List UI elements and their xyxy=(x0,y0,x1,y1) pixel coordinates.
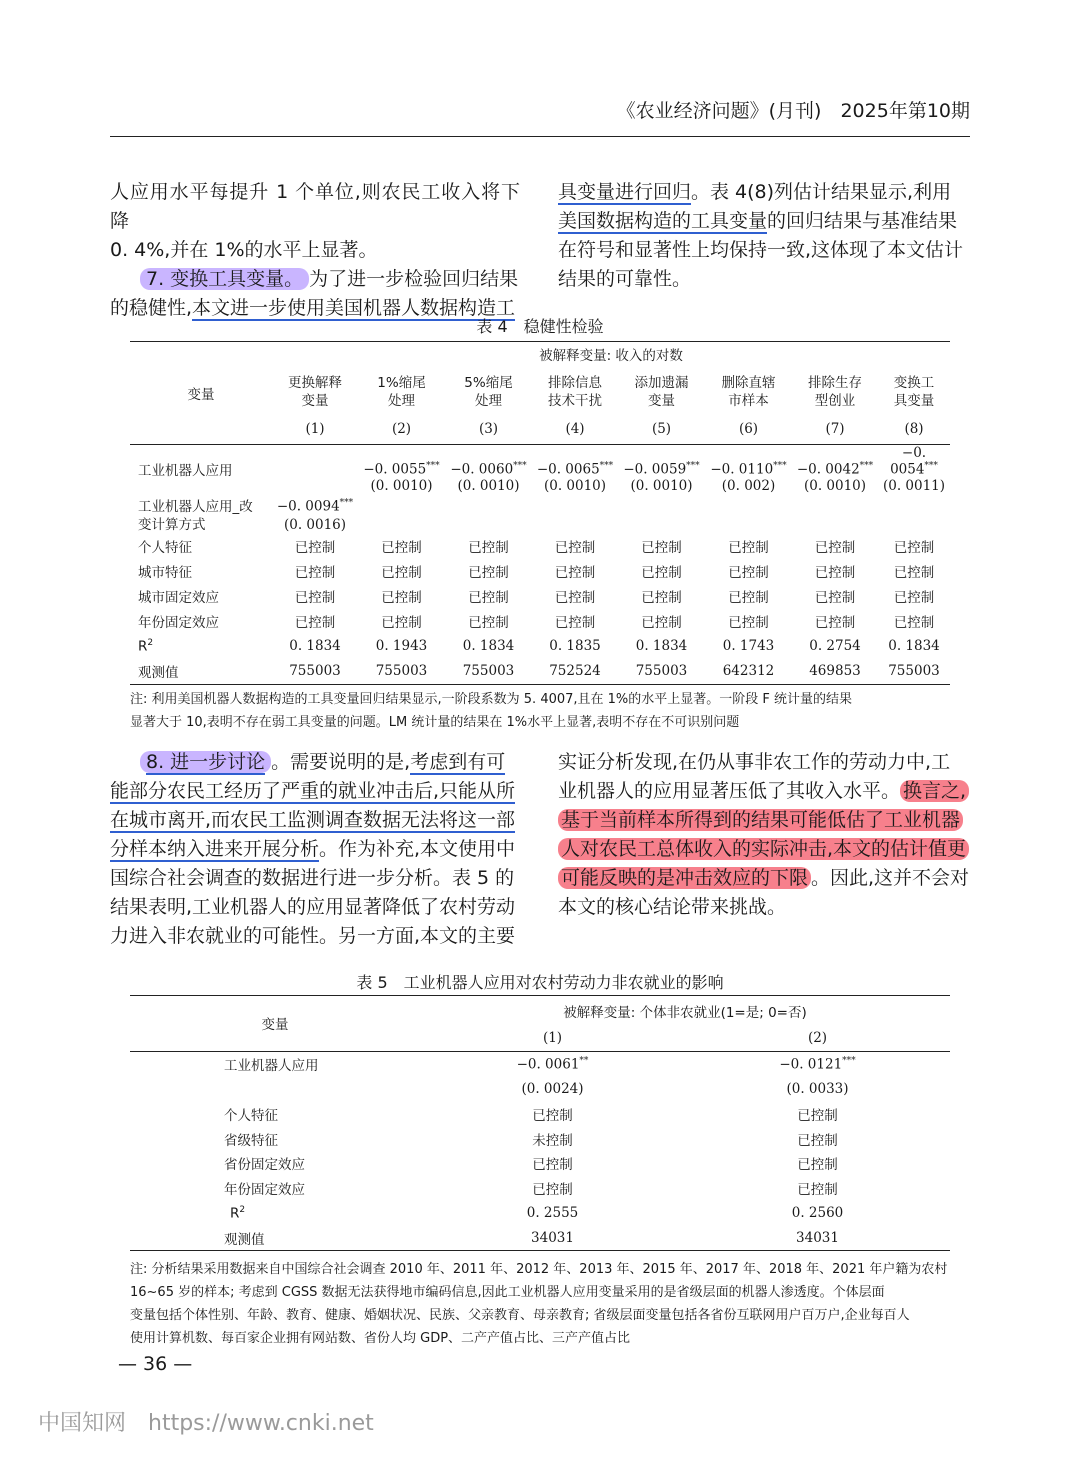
dependent-variable-header: 被解释变量: 个体非农就业(1=是; 0=否) xyxy=(563,1005,807,1021)
column-title-line: 添加遗漏 xyxy=(634,375,689,391)
column-title-line: 变量 xyxy=(648,393,675,409)
row-label: 城市固定效应 xyxy=(138,590,219,606)
coefficient: −0. 0060 xyxy=(450,461,514,478)
row-label: 个人特征 xyxy=(138,540,192,556)
coefficient: −0. 0054 xyxy=(890,445,927,478)
observations-value: 755003 xyxy=(462,663,515,679)
text-span: 。表 4(8)列估计结果显示,利用 xyxy=(691,181,952,203)
table-5-caption: 表 5 工业机器人应用对农村劳动力非农就业的影响 xyxy=(356,973,724,992)
text-line xyxy=(558,777,970,806)
column-title-line: 排除生存 xyxy=(808,375,862,391)
controlled-cell: 已控制 xyxy=(641,615,682,631)
column-title-line: 市样本 xyxy=(728,393,769,409)
note-line: 注: 利用美国机器人数据构造的工具变量回归结果显示,一阶段系数为 5. 4007,且在 1%的水平上显著。一阶段 F 统计量的结果 xyxy=(130,692,853,707)
text-line xyxy=(558,207,970,236)
text-line xyxy=(110,748,520,777)
column-header-variable: 变量 xyxy=(187,387,215,403)
observations-value: 755003 xyxy=(635,663,688,679)
text-line xyxy=(558,864,970,893)
r2-value: 0. 1743 xyxy=(722,638,775,654)
standard-error: (0. 0033) xyxy=(786,1080,849,1097)
significance-stars: *** xyxy=(842,1055,856,1066)
underlined-text: 具变量进行回归 xyxy=(558,181,692,203)
row-label-alt-robot xyxy=(130,494,272,534)
row-label-robot: 工业机器人应用 xyxy=(224,1058,319,1075)
coef-cell xyxy=(705,445,792,478)
column-title xyxy=(272,370,358,414)
cnki-watermark[interactable]: 中国知网 https://www.cnki.net xyxy=(38,1411,374,1436)
controlled-cell: 已控制 xyxy=(893,565,935,581)
control-cell: 已控制 xyxy=(797,1107,838,1124)
control-cell: 已控制 xyxy=(532,1107,573,1124)
text-span: 。需要说明的是, xyxy=(271,751,411,773)
significance-stars: *** xyxy=(773,461,787,471)
column-title-line: 变换工 xyxy=(893,375,935,391)
r2-value: 0. 2555 xyxy=(526,1204,579,1221)
underlined-text: 美国数据构造的工具变量 xyxy=(558,210,768,232)
observations-value: 755003 xyxy=(888,663,940,679)
row-label: 城市特征 xyxy=(138,565,192,581)
left-paragraph-2 xyxy=(110,748,520,951)
controlled-cell: 已控制 xyxy=(381,590,422,606)
column-header-variable: 变量 xyxy=(261,1017,289,1034)
note-line: 显著大于 10,表明不存在弱工具变量的问题。LM 统计量的结果在 1%水平上显著,表明不存在不可识别问题 xyxy=(130,715,740,730)
coefficient: −0. 0059 xyxy=(623,461,687,478)
standard-error: (0. 0011) xyxy=(882,477,946,494)
controlled-cell: 已控制 xyxy=(294,590,336,606)
controlled-cell: 已控制 xyxy=(641,590,682,606)
column-title-line: 更换解释 xyxy=(288,375,342,391)
controlled-cell: 已控制 xyxy=(381,615,422,631)
column-number: (5) xyxy=(651,421,672,437)
page-number: — 36 — xyxy=(118,1353,193,1375)
significance-stars: *** xyxy=(599,461,614,471)
row-label: 年份固定效应 xyxy=(138,615,219,631)
coefficient: −0. 0121 xyxy=(779,1056,843,1073)
row-label-r2: $R^2$ xyxy=(230,1204,246,1222)
controlled-cell: 已控制 xyxy=(468,565,509,581)
text-line: 结果的可靠性。 xyxy=(558,268,692,290)
coef-cell xyxy=(618,445,705,478)
coefficient: −0. 0065 xyxy=(536,461,600,478)
note-line: 变量包括个体性别、年龄、教育、健康、婚姻状况、民族、父亲教育、母亲教育; 省级层面变量包括各省份互联网用户百万户,企业每百人 xyxy=(130,1308,910,1323)
column-number: (1) xyxy=(542,1030,563,1047)
row-label-r2: $R^2$ xyxy=(138,637,154,655)
significance-stars: *** xyxy=(859,461,874,471)
highlighted-text: 可能反映的是冲击效应的下限 xyxy=(558,867,811,889)
text-line xyxy=(558,835,970,864)
row-label-robot: 工业机器人应用 xyxy=(138,463,233,480)
section-heading-7: 7. 变换工具变量。 xyxy=(140,268,309,290)
underlined-text: 能部分农民工经历了严重的就业冲击后,只能从所 xyxy=(110,780,516,802)
controlled-cell: 已控制 xyxy=(814,565,856,581)
controlled-cell: 已控制 xyxy=(554,590,596,606)
right-paragraph-1 xyxy=(558,178,970,294)
column-number: (6) xyxy=(738,421,759,437)
controlled-cell: 已控制 xyxy=(728,540,769,556)
text-line xyxy=(110,265,520,294)
text-line xyxy=(558,806,970,835)
alt-coef-cell xyxy=(272,494,358,534)
standard-error: (0. 0024) xyxy=(521,1080,584,1097)
text-line xyxy=(558,178,970,207)
standard-error: (0. 0016) xyxy=(283,516,347,533)
coefficient: −0. 0094 xyxy=(276,498,340,515)
column-title-line: 具变量 xyxy=(893,393,935,409)
note-line: 16~65 岁的样本; 考虑到 CGSS 数据无法获得地市编码信息,因此工业机器人应用变量采用的是省级层面的机器人渗透度。个体层面 xyxy=(130,1285,885,1300)
table-4 xyxy=(130,341,950,685)
text-line: 结果表明,工业机器人的应用显著降低了农村劳动 xyxy=(110,896,516,918)
highlighted-text: 人对农民工总体收入的实际冲击,本文的估计值更 xyxy=(558,838,969,860)
coef-cell xyxy=(445,445,532,478)
r2-value: 0. 1834 xyxy=(462,638,515,654)
underlined-text: 分样本纳入进来开展分析 xyxy=(110,838,320,860)
text-span: 为了进一步检验回归结果 xyxy=(309,268,519,290)
coef-cell xyxy=(878,445,950,478)
column-title xyxy=(792,370,878,414)
r2-value: 0. 1835 xyxy=(549,638,601,654)
column-number: (2) xyxy=(391,421,412,437)
coefficient: −0. 0110 xyxy=(710,461,774,478)
coef-cell xyxy=(420,1051,685,1076)
observations-value: 34031 xyxy=(531,1229,574,1246)
column-number: (2) xyxy=(807,1030,828,1047)
controlled-cell: 已控制 xyxy=(893,540,935,556)
coef-cell xyxy=(792,445,878,478)
column-number: (7) xyxy=(825,421,845,437)
column-title xyxy=(532,370,618,414)
significance-stars: ** xyxy=(579,1055,589,1066)
column-number: (4) xyxy=(565,421,585,437)
controlled-cell: 已控制 xyxy=(641,565,682,581)
row-label: 年份固定效应 xyxy=(224,1182,305,1199)
control-cell: 已控制 xyxy=(797,1182,838,1199)
controlled-cell: 已控制 xyxy=(641,540,682,556)
column-title-line: 5%缩尾 xyxy=(464,375,513,391)
coef-cell xyxy=(358,445,445,478)
column-title-line: 处理 xyxy=(388,393,415,409)
controlled-cell: 已控制 xyxy=(728,615,769,631)
significance-stars: *** xyxy=(686,461,700,471)
coefficient: −0. 0055 xyxy=(363,461,427,478)
coef-cell xyxy=(685,1051,950,1076)
controlled-cell: 已控制 xyxy=(728,590,769,606)
text-line: 在符号和显著性上均保持一致,这体现了本文估计 xyxy=(558,239,964,261)
table-5-note xyxy=(130,1258,950,1350)
column-title-line: 删除直辖 xyxy=(721,375,776,391)
control-cell: 已控制 xyxy=(797,1157,838,1174)
underlined-text: 在城市离开,而农民工监测调查数据无法将这一部 xyxy=(110,809,516,831)
standard-error: (0. 0010) xyxy=(370,477,433,494)
controlled-cell: 已控制 xyxy=(554,615,596,631)
section-heading-8 xyxy=(140,751,271,773)
controlled-cell: 已控制 xyxy=(294,540,336,556)
controlled-cell: 已控制 xyxy=(893,590,935,606)
heading-text: 8. 进一步讨论 xyxy=(146,751,266,773)
r2-value: 0. 2560 xyxy=(791,1204,844,1221)
control-cell: 已控制 xyxy=(532,1182,573,1199)
standard-error: (0. 0010) xyxy=(543,477,607,494)
underlined-text: 本文进一步使用美国机器人数据构造工 xyxy=(192,297,516,319)
controlled-cell: 已控制 xyxy=(814,540,856,556)
observations-value: 755003 xyxy=(375,663,428,679)
standard-error: (0. 0010) xyxy=(630,477,693,494)
column-number: (8) xyxy=(904,421,924,437)
left-paragraph-1 xyxy=(110,178,520,323)
column-title xyxy=(705,370,792,414)
text-line: 0. 4%,并在 1%的水平上显著。 xyxy=(110,239,378,261)
standard-error: (0. 0010) xyxy=(803,477,867,494)
coefficient: −0. 0042 xyxy=(796,461,860,478)
coef-cell xyxy=(272,445,358,478)
header-rule xyxy=(110,136,970,137)
significance-stars: *** xyxy=(924,461,938,471)
text-span: 的回归结果与基准结果 xyxy=(767,210,958,232)
controlled-cell: 已控制 xyxy=(468,540,509,556)
observations-value: 642312 xyxy=(722,663,775,679)
r2-value: 0. 1834 xyxy=(635,638,688,654)
controlled-cell: 已控制 xyxy=(728,565,769,581)
controlled-cell: 已控制 xyxy=(468,615,509,631)
standard-error: (0. 0010) xyxy=(457,477,520,494)
column-title xyxy=(358,370,445,414)
text-span: 业机器人的应用显著压低了其收入水平。 xyxy=(558,780,901,802)
text-line: 国综合社会调查的数据进行进一步分析。表 5 的 xyxy=(110,867,515,889)
row-label: 省级特征 xyxy=(224,1132,278,1149)
highlighted-text: 基于当前样本所得到的结果可能低估了工业机器 xyxy=(558,809,963,831)
text-line xyxy=(110,835,520,864)
table-5 xyxy=(130,995,950,1251)
column-number: (1) xyxy=(305,421,325,437)
controlled-cell: 已控制 xyxy=(468,590,509,606)
column-title xyxy=(878,370,950,414)
controlled-cell: 已控制 xyxy=(294,615,336,631)
significance-stars: *** xyxy=(339,498,354,508)
note-line: 注: 分析结果采用数据来自中国综合社会调查 2010 年、2011 年、2012 年、2013 年、2015 年、2017 年、2018 年、2021 年户籍为农村 xyxy=(130,1262,948,1277)
column-title-line: 排除信息 xyxy=(548,375,602,391)
controlled-cell: 已控制 xyxy=(294,565,336,581)
standard-error: (0. 002) xyxy=(721,477,776,494)
controlled-cell: 已控制 xyxy=(381,565,422,581)
column-number: (3) xyxy=(478,421,499,437)
column-title-line: 处理 xyxy=(475,393,502,409)
text-span: 。作为补充,本文使用中 xyxy=(319,838,516,860)
row-label: 个人特征 xyxy=(224,1107,278,1124)
standard-error xyxy=(272,478,358,494)
column-title xyxy=(445,370,532,414)
text-line xyxy=(110,777,520,806)
controlled-cell: 已控制 xyxy=(814,615,856,631)
text-line xyxy=(110,806,520,835)
coefficient: −0. 0061 xyxy=(516,1056,580,1073)
text-line: 实证分析发现,在仍从事非农工作的劳动力中,工 xyxy=(558,751,951,773)
observations-value: 752524 xyxy=(549,663,601,679)
controlled-cell: 已控制 xyxy=(554,540,596,556)
text-line: 人应用水平每提升 1 个单位,则农民工收入将下降 xyxy=(110,181,520,232)
table-4-note xyxy=(130,688,950,734)
dependent-variable-header: 被解释变量: 收入的对数 xyxy=(539,348,683,364)
controlled-cell: 已控制 xyxy=(381,540,422,556)
column-title-line: 型创业 xyxy=(814,393,856,409)
column-title-line: 1%缩尾 xyxy=(377,375,426,391)
right-paragraph-2 xyxy=(558,748,970,922)
highlighted-text: 换言之, xyxy=(900,780,969,802)
journal-header: 《农业经济问题》(月刊) 2025年第10期 xyxy=(616,100,970,122)
control-cell: 已控制 xyxy=(797,1132,838,1149)
coef-cell xyxy=(532,445,618,478)
observations-value: 469853 xyxy=(809,663,861,679)
controlled-cell: 已控制 xyxy=(554,565,596,581)
column-title-line: 技术干扰 xyxy=(548,393,602,409)
control-cell: 已控制 xyxy=(532,1157,573,1174)
row-label-observations: 观测值 xyxy=(224,1231,265,1248)
significance-stars: *** xyxy=(426,461,440,471)
text-line: 力进入非农就业的可能性。另一方面,本文的主要 xyxy=(110,925,516,947)
r2-value: 0. 2754 xyxy=(809,638,861,654)
control-cell: 未控制 xyxy=(532,1132,573,1149)
text-span: 。因此,这并不会对 xyxy=(811,867,970,889)
row-label-line: 工业机器人应用_改 xyxy=(138,498,253,515)
underlined-text: 考虑到有可 xyxy=(410,751,506,773)
row-label-line: 变计算方式 xyxy=(138,516,206,533)
controlled-cell: 已控制 xyxy=(893,615,935,631)
row-label-observations: 观测值 xyxy=(138,665,179,681)
note-line: 使用计算机数、每百家企业拥有网站数、省份人均 GDP、二产产值占比、三产产值占比 xyxy=(130,1331,631,1346)
observations-value: 34031 xyxy=(796,1229,839,1246)
text-line: 本文的核心结论带来挑战。 xyxy=(558,896,787,918)
r2-value: 0. 1943 xyxy=(375,638,428,654)
column-title xyxy=(618,370,705,414)
r2-value: 0. 1834 xyxy=(888,638,940,654)
text-span: 的稳健性, xyxy=(110,297,193,319)
significance-stars: *** xyxy=(513,461,527,471)
r2-value: 0. 1834 xyxy=(289,638,341,654)
column-title-line: 变量 xyxy=(301,393,329,409)
controlled-cell: 已控制 xyxy=(814,590,856,606)
table-4-caption: 表 4 稳健性检验 xyxy=(476,317,604,336)
observations-value: 755003 xyxy=(289,663,341,679)
row-label: 省份固定效应 xyxy=(224,1157,305,1174)
